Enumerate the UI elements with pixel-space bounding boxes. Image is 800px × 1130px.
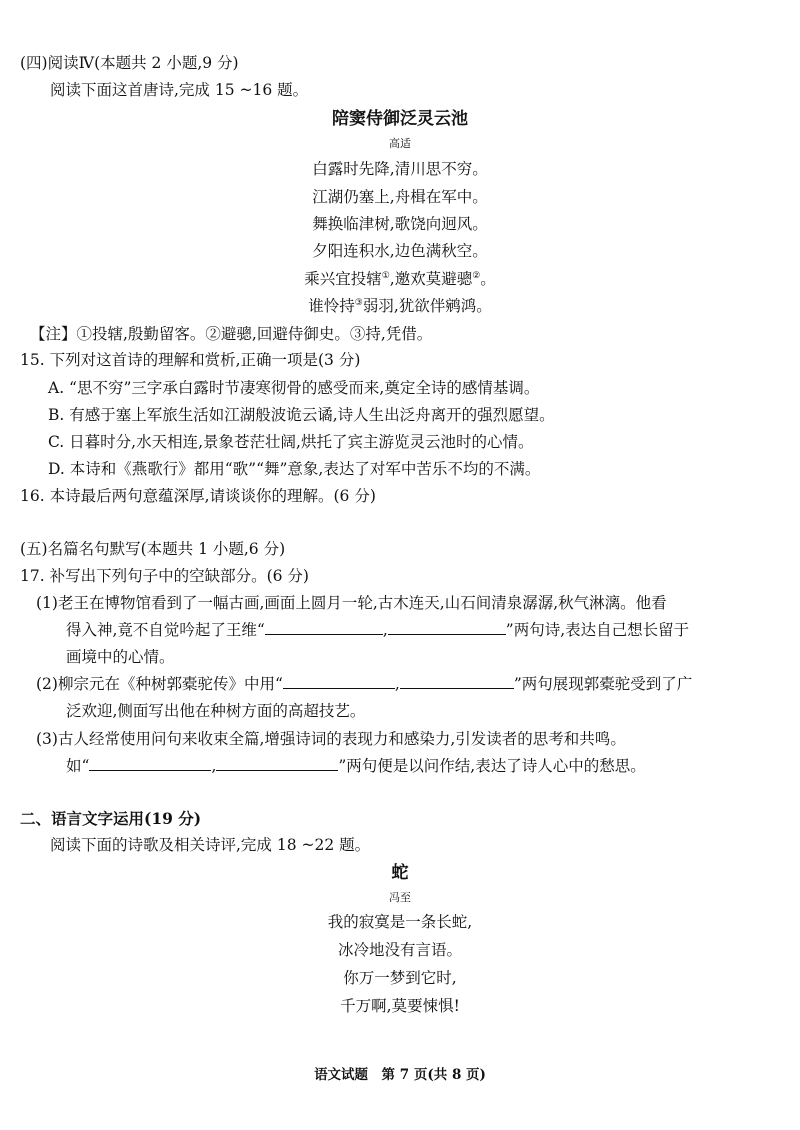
poem2-line: 千万啊,莫要悚惧! (340, 997, 460, 1015)
question-17-item-3: (3)古人经常使用问句来收束全篇,增强诗词的表现力和感染力,引发读者的思考和共鸣。 (36, 730, 626, 748)
footnote-marker: ② (472, 270, 481, 281)
question-17-item-1: 画境中的心情。 (66, 648, 175, 666)
item-text: , (211, 757, 217, 775)
question-17-stem: 17. 补写出下列句子中的空缺部分。(6 分) (20, 567, 309, 585)
section-intro-language: 阅读下面的诗歌及相关诗评,完成 18 ~22 题。 (50, 836, 371, 854)
question-15-option: D. 本诗和《燕歌行》都用“歌”“舞”意象,表达了对军中苦乐不均的不满。 (48, 460, 541, 478)
poem1-line: 舞换临津树,歌饶向迥风。 (312, 215, 488, 233)
section-heading-reading4: (四)阅读Ⅳ(本题共 2 小题,9 分) (20, 54, 239, 72)
poem1-author: 高适 (389, 137, 411, 150)
question-15-stem: 15. 下列对这首诗的理解和赏析,正确一项是(3 分) (20, 351, 361, 369)
poem2-line: 你万一梦到它时, (343, 969, 457, 987)
question-15-option: B. 有感于塞上军旅生活如江湖般波诡云谲,诗人生出泛舟离开的强烈愿望。 (48, 406, 555, 424)
answer-blank[interactable] (89, 756, 211, 771)
poem1-line: 夕阳连积水,边色满秋空。 (312, 242, 488, 260)
page-footer: 语文试题 第 7 页(共 8 页) (314, 1067, 486, 1083)
poem2-line: 我的寂寞是一条长蛇, (327, 913, 473, 931)
item-text: , (394, 675, 400, 693)
answer-blank[interactable] (400, 674, 514, 689)
section-intro-reading4: 阅读下面这首唐诗,完成 15 ~16 题。 (50, 81, 309, 99)
poem1-line5-part: 。 (480, 270, 496, 288)
question-17-item-1 (66, 619, 689, 641)
question-17-item-3 (66, 755, 646, 777)
poem2-line: 冰冷地没有言语。 (337, 941, 462, 959)
answer-blank[interactable] (216, 756, 338, 771)
section-heading-language: 二、语言文字运用(19 分) (20, 809, 202, 828)
item-text: 如“ (66, 757, 90, 775)
item-text: ”两句便是以问作结,表达了诗人心中的愁思。 (338, 757, 646, 775)
answer-blank[interactable] (265, 620, 383, 635)
poem2-author: 冯至 (389, 891, 411, 904)
poem1-line5-part: ,邀欢莫避骢 (389, 270, 473, 288)
item-text: (2)柳宗元在《种树郭橐驼传》中用“ (36, 675, 283, 693)
poem1-line6-part: 弱羽,犹欲伴鹓鸿。 (362, 297, 492, 315)
question-15-option: A. “思不穷”三字承白露时节凄寒彻骨的感受而来,奠定全诗的感情基调。 (48, 379, 540, 397)
poem1-note: 【注】①投辖,殷勤留客。②避骢,回避侍御史。③持,凭借。 (30, 325, 433, 343)
answer-blank[interactable] (283, 674, 395, 689)
question-15-option: C. 日暮时分,水天相连,景象苍茫壮阔,烘托了宾主游览灵云池时的心情。 (48, 433, 534, 451)
poem1-line5-part: 乘兴宜投辖 (304, 270, 382, 288)
poem2-title: 蛇 (391, 863, 409, 883)
question-17-item-2: 泛欢迎,侧面写出他在种树方面的高超技艺。 (66, 702, 366, 720)
poem1-line6-part: 谁怜持 (308, 297, 355, 315)
poem1-line: 江湖仍塞上,舟楫在军中。 (312, 188, 488, 206)
poem1-line (0, 295, 800, 317)
item-text: 得入神,竟不自觉吟起了王维“ (66, 621, 265, 639)
item-text: ”两句诗,表达自己想长留于 (505, 621, 690, 639)
poem1-line: 白露时先降,清川思不穷。 (312, 160, 488, 178)
poem1-title: 陪窦侍御泛灵云池 (332, 109, 468, 129)
question-17-item-1: (1)老王在博物馆看到了一幅古画,画面上圆月一轮,古木连天,山石间清泉潺潺,秋气淋漓。他看 (36, 594, 667, 612)
footnote-marker: ① (381, 270, 390, 281)
question-17-item-2 (36, 673, 692, 695)
question-16-stem: 16. 本诗最后两句意蕴深厚,请谈谈你的理解。(6 分) (20, 487, 376, 505)
item-text: ”两句展现郭橐驼受到了广 (513, 675, 693, 693)
answer-blank[interactable] (388, 620, 506, 635)
footnote-marker: ③ (354, 297, 363, 308)
section-heading-dictation: (五)名篇名句默写(本题共 1 小题,6 分) (20, 540, 286, 558)
poem1-line (0, 268, 800, 290)
item-text: , (382, 621, 388, 639)
